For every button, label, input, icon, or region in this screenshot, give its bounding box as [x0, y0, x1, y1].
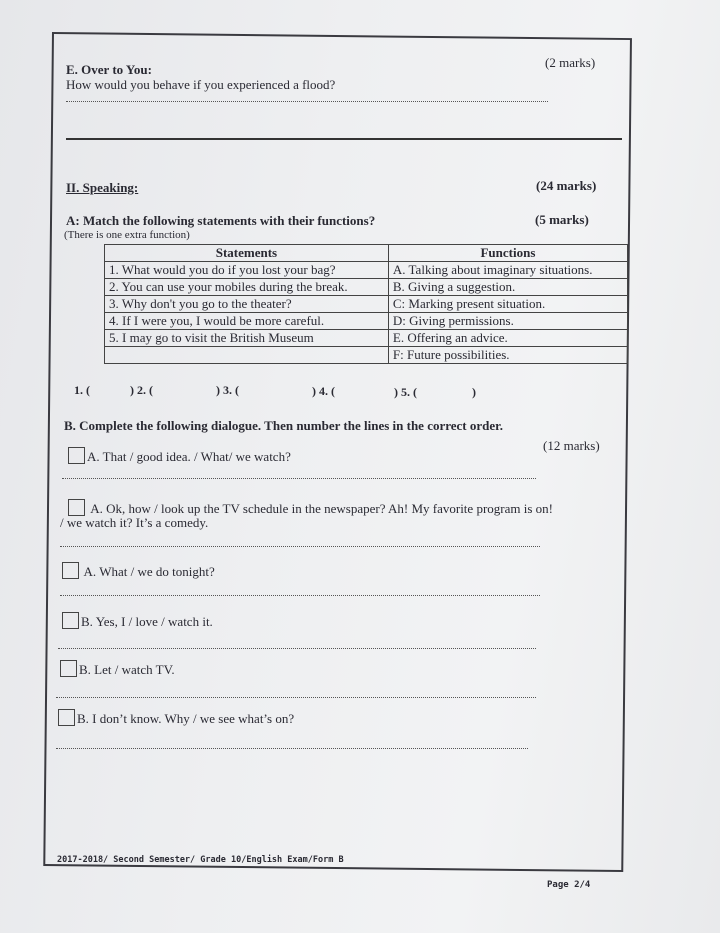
- answer-line: [66, 101, 548, 102]
- table-row: [105, 296, 628, 313]
- answer-close: ): [472, 385, 476, 399]
- dialogue-text: B. Let / watch TV.: [79, 662, 175, 677]
- function-cell: C: Marking present situation.: [388, 296, 627, 313]
- section-e-question: How would you behave if you experienced a flood?: [66, 77, 336, 92]
- dialogue-text-continued: / we watch it? It’s a comedy.: [60, 515, 209, 530]
- answer-1: 1. (: [74, 383, 90, 397]
- footer-exam-info: 2017-2018/ Second Semester/ Grade 10/English Exam/Form B: [57, 855, 344, 865]
- statement-cell: 4. If I were you, I would be more careful.: [105, 313, 389, 330]
- order-checkbox[interactable]: [60, 660, 77, 677]
- match-table: [104, 244, 628, 364]
- part-a-instruction: A: Match the following statements with their functions?: [66, 213, 376, 228]
- answer-5: ) 5. (: [394, 385, 417, 399]
- table-row: [105, 347, 628, 364]
- header-statements: Statements: [105, 245, 389, 262]
- answer-2: ) 2. (: [130, 383, 153, 397]
- section-ii-marks: (24 marks): [536, 178, 597, 193]
- table-row: [105, 330, 628, 347]
- dialogue-text: A. That / good idea. / What/ we watch?: [87, 449, 291, 464]
- part-a-note: (There is one extra function): [64, 229, 190, 241]
- section-divider: [66, 138, 622, 140]
- function-cell: B. Giving a suggestion.: [388, 279, 627, 296]
- order-checkbox[interactable]: [62, 562, 79, 579]
- statement-cell: [105, 347, 389, 364]
- statement-cell: 1. What would you do if you lost your bag?: [105, 262, 389, 279]
- answer-line: [60, 595, 540, 596]
- function-cell: F: Future possibilities.: [388, 347, 627, 364]
- table-row: [105, 262, 628, 279]
- table-row: [105, 279, 628, 296]
- section-ii-title: II. Speaking:: [66, 180, 139, 195]
- dialogue-line: [62, 562, 215, 580]
- dialogue-line: [58, 709, 294, 727]
- answer-4: ) 4. (: [312, 384, 335, 398]
- order-checkbox[interactable]: [68, 447, 85, 464]
- part-b-instruction: B. Complete the following dialogue. Then number the lines in the correct order.: [64, 418, 503, 433]
- section-e-marks: (2 marks): [545, 55, 596, 70]
- table-row: [105, 313, 628, 330]
- statement-cell: 2. You can use your mobiles during the break.: [105, 279, 389, 296]
- dialogue-text: B. I don’t know. Why / we see what’s on?: [77, 711, 295, 726]
- header-functions: Functions: [388, 245, 627, 262]
- section-e-title: E. Over to You:: [66, 62, 152, 77]
- dialogue-text: A. Ok, how / look up the TV schedule in the newspaper? Ah! My favorite program is on!: [90, 501, 553, 516]
- dialogue-text: A. What / we do tonight?: [83, 564, 215, 579]
- statement-cell: 5. I may go to visit the British Museum: [105, 330, 389, 347]
- part-b-marks: (12 marks): [543, 438, 600, 453]
- answer-line: [58, 648, 536, 649]
- dialogue-line: [60, 660, 175, 678]
- footer-page-number: Page 2/4: [547, 880, 591, 890]
- answer-line: [56, 697, 536, 698]
- answer-3: ) 3. (: [216, 383, 239, 397]
- function-cell: E. Offering an advice.: [388, 330, 627, 347]
- answer-line: [62, 478, 536, 479]
- order-checkbox[interactable]: [62, 612, 79, 629]
- part-a-marks: (5 marks): [535, 212, 589, 227]
- dialogue-line: [62, 612, 213, 630]
- order-checkbox[interactable]: [68, 499, 85, 516]
- answer-line: [56, 748, 528, 749]
- statement-cell: 3. Why don't you go to the theater?: [105, 296, 389, 313]
- answer-line: [60, 546, 540, 547]
- table-header-row: [105, 245, 628, 262]
- dialogue-text: B. Yes, I / love / watch it.: [81, 614, 213, 629]
- function-cell: A. Talking about imaginary situations.: [388, 262, 627, 279]
- function-cell: D: Giving permissions.: [388, 313, 627, 330]
- dialogue-line: [68, 447, 291, 465]
- order-checkbox[interactable]: [58, 709, 75, 726]
